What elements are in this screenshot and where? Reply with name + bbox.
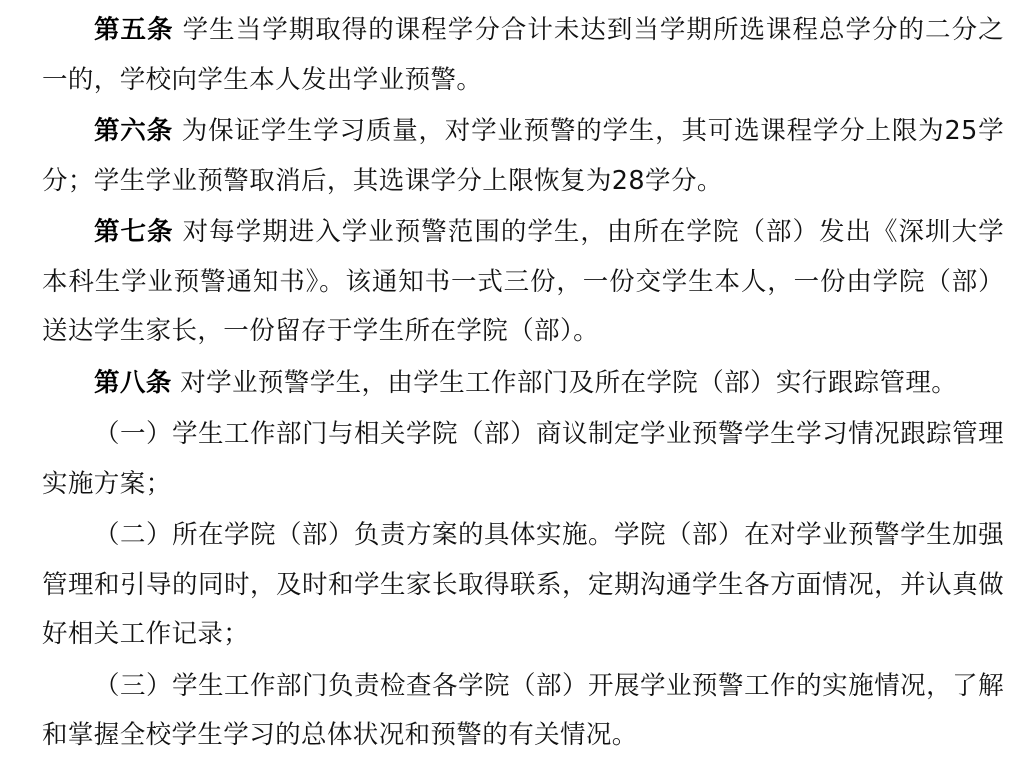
- article-8-text: 对学业预警学生，由学生工作部门及所在学院（部）实行跟踪管理。: [171, 367, 958, 398]
- article-5: [42, 6, 1004, 105]
- article-5-number: 第五条: [94, 15, 174, 45]
- article-6-number: 第六条: [94, 116, 173, 146]
- article-8-number: 第八条: [94, 367, 172, 398]
- article-7: [42, 208, 1004, 357]
- article-8: [42, 359, 1004, 409]
- article-8-item-2: （二）所在学院（部）负责方案的具体实施。学院（部）在对学业预警学生加强管理和引导的同时，及时和学生家长取得联系，定期沟通学生各方面情况，并认真做好相关工作记录；: [42, 520, 1004, 649]
- article-7-text: 对每学期进入学业预警范围的学生，由所在学院（部）发出《深圳大学本科生学业预警通知书》。该通知书一式三份，一份交学生本人，一份由学院（部）送达学生家长，一份留存于学生所在学院（部）。: [42, 217, 1004, 346]
- article-7-number: 第七条: [94, 217, 174, 247]
- regulation-document: [42, 6, 1004, 763]
- article-8-item-3: （三）学生工作部门负责检查各学院（部）开展学业预警工作的实施情况，了解和掌握全校学生学习的总体状况和预警的有关情况。: [42, 670, 1004, 750]
- article-6: [42, 107, 1004, 206]
- article-5-text: 学生当学期取得的课程学分合计未达到当学期所选课程总学分的二分之一的，学校向学生本人发出学业预警。: [42, 15, 1004, 95]
- article-8-item-1: （一）学生工作部门与相关学院（部）商议制定学业预警学生学习情况跟踪管理实施方案；: [42, 419, 1004, 499]
- article-6-text: 为保证学生学习质量，对学业预警的学生，其可选课程学分上限为25学分；学生学业预警取消后，其选课学分上限恢复为28学分。: [42, 116, 1004, 196]
